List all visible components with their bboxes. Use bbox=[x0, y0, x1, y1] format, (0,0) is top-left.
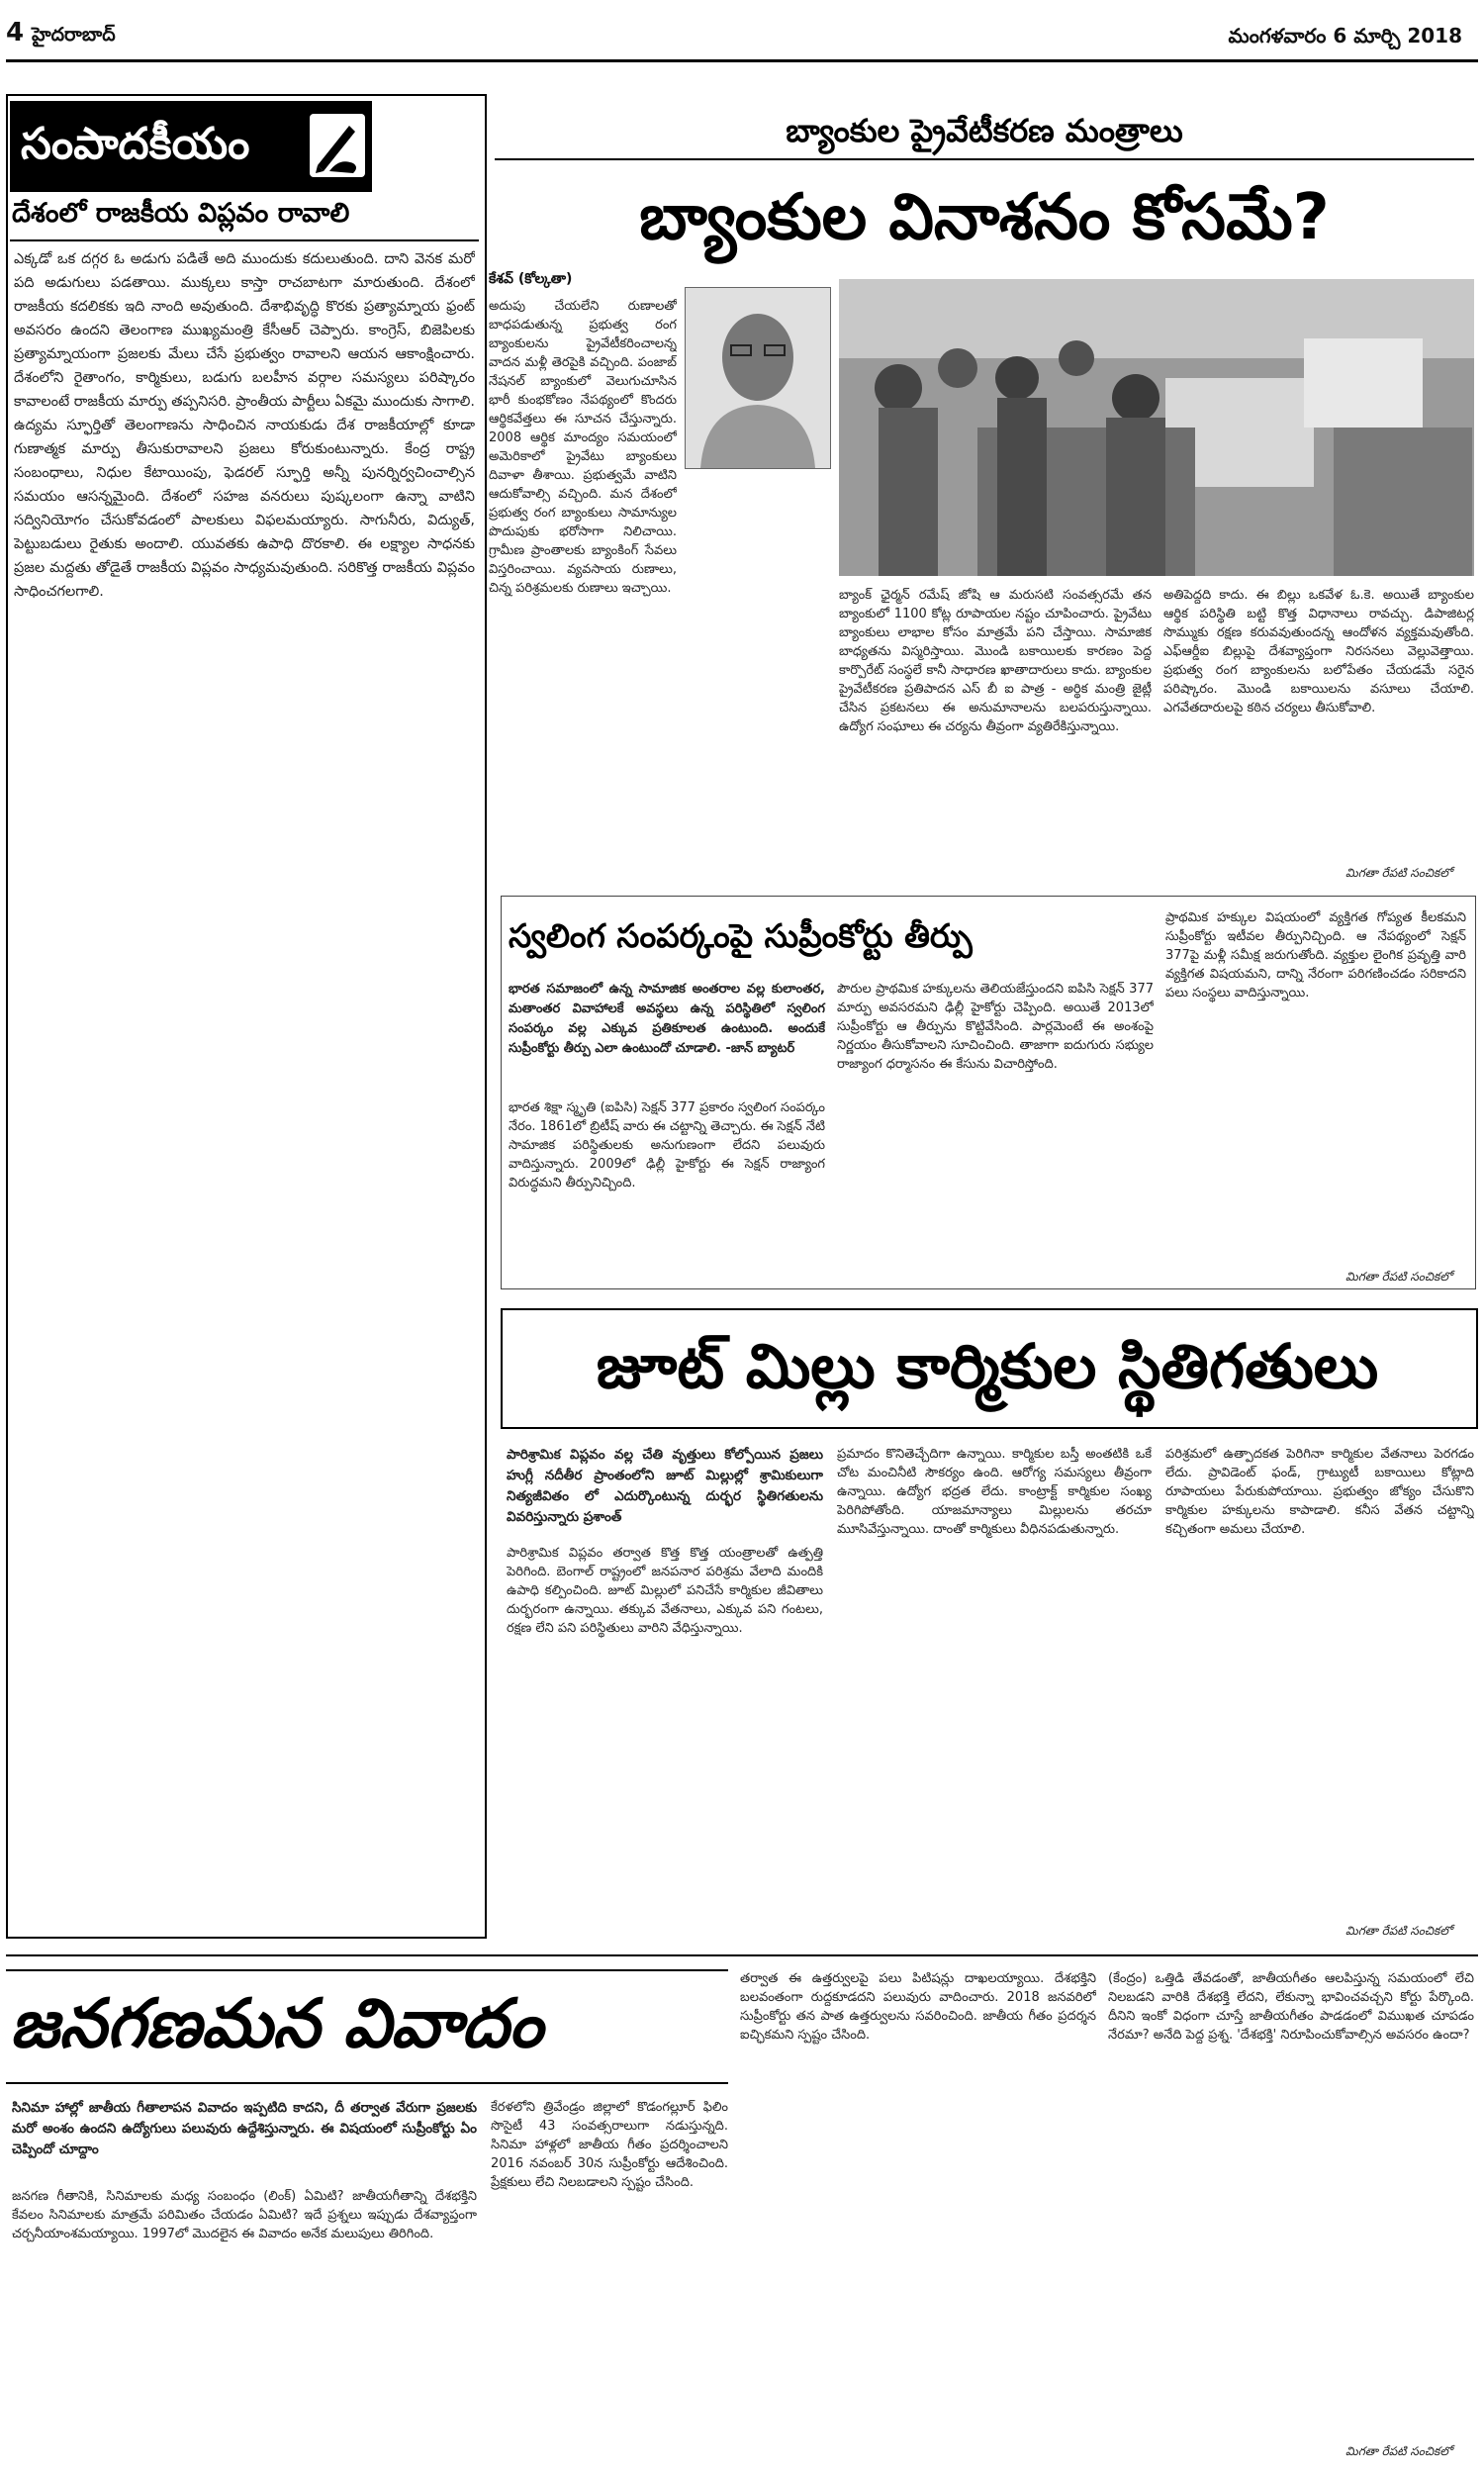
banks-body-col2: బ్యాంక్ ఛైర్మన్ రమేష్ జోషి ఆ మరుసటి సంవత్సరమే తన బ్యాంకులో 1100 కోట్ల రూపాయల నష్టం చూపించారు. ప్రైవేటు బ్యాంకులు లాభాల కోసం మాత్రమే పని చేస్తాయి. సామాజిక బాధ్యతను విస్మరిస్తాయి. మొండి బకాయిలకు కారణం పెద్ద కార్పొరేట్ సంస్థలే కానీ సాధారణ ఖాతాదారులు కాదు. బ్యాంకుల ప్రైవేటీకరణ ప్రతిపాదన ఎస్ బీ ఐ పాత్ర - అర్థిక మంత్రి జైట్లీ చేసిన ప్రకటనలు ఈ అనుమానాలను బలపరుస్తున్నాయి. ఉద్యోగ సంఘాలు ఈ చర్యను తీవ్రంగా వ్యతిరేకిస్తున్నాయి. bbox=[839, 588, 1152, 734]
banks-byline: కేశవ్ (కోల్కతా) bbox=[489, 271, 573, 287]
banks-body-col3: అతిపెద్దది కాదు. ఈ బిల్లు ఒకవేళ ఓ.కె. అయితే బ్యాంకుల ఆర్థిక పరిస్థితి బట్టి కొత్త విధానాలు రావచ్చు. డిపాజిటర్ల సొమ్ముకు రక్షణ కరువవుతుందన్న ఆందోళన వ్యక్తమవుతోంది. ఎఫ్ఆర్డీఐ బిల్లుపై దేశవ్యాప్తంగా నిరసనలు వెల్లువెత్తాయి. ప్రభుత్వ రంగ బ్యాంకులను బలోపేతం చేయడమే సరైన పరిష్కారం. మొండి బకాయిలను వసూలు చేయాలి. ఎగవేతదారులపై కఠిన చర్యలు తీసుకోవాలి. bbox=[1163, 588, 1474, 715]
jute-continued-note: మిగతా రేపటి సంచికలో bbox=[1345, 1924, 1452, 1938]
jute-body-col1: పారిశ్రామిక విప్లవం తర్వాత కొత్త కొత్త యంత్రాలతో ఉత్పత్తి పెరిగింది. బెంగాల్ రాష్ట్రంలో జనపనార పరిశ్రమ వేలాది మందికి ఉపాధి కల్పించింది. జూట్ మిల్లులో పనిచేసే కార్మికుల జీవితాలు దుర్భరంగా ఉన్నాయి. తక్కువ వేతనాలు, ఎక్కువ పని గంటలు, రక్షణ లేని పని పరిస్థితులు వారిని వేధిస్తున్నాయి. bbox=[507, 1546, 823, 1636]
anthem-body-col1: జనగణ గీతానికి, సినిమాలకు మధ్య సంబంధం (లింక్) ఏమిటి? జాతీయగీతాన్ని దేశభక్తిని కేవలం సినిమాలకు మాత్రమే పరిమితం చేయడం ఏమిటి? ఇదే ప్రశ్నలు ఇప్పుడు దేశవ్యాప్తంగా చర్చనీయాంశమయ్యాయి. 1997లో మొదలైన ఈ వివాదం అనేక మలుపులు తిరిగింది. bbox=[12, 2189, 477, 2241]
court-body-col3: ప్రాథమిక హక్కుల విషయంలో వ్యక్తిగత గోప్యత కీలకమని సుప్రీంకోర్టు ఇటీవల తీర్పునిచ్చింది. ఆ నేపథ్యంలో సెక్షన్ 377పై మళ్లీ సమీక్ష జరుగుతోంది. వ్యక్తుల లైంగిక ప్రవృత్తి వారి వ్యక్తిగత విషయమని, దాన్ని నేరంగా పరిగణించడం సరికాదని పలు సంస్థలు వాదిస్తున్నాయి. bbox=[1165, 910, 1466, 1000]
pen-hand-icon bbox=[310, 114, 365, 177]
anthem-lead: సినిమా హాల్లో జాతీయ గీతాలాపన వివాదం ఇప్పటిది కాదని, దీ తర్వాత వేరుగా ప్రజలకు మరో అంశం ఉందని ఉద్యోగులు పలువురు ఉద్దేశిస్తున్నారు. ఈ విషయంలో సుప్రీంకోర్టు ఏం చెప్పిందో చూద్దాం bbox=[12, 2100, 477, 2157]
court-body-col1: భారత శిక్షా స్మృతి (ఐపిసి) సెక్షన్ 377 ప్రకారం స్వలింగ సంపర్కం నేరం. 1861లో బ్రిటీష్ వారు ఈ చట్టాన్ని తెచ్చారు. ఈ సెక్షన్ నేటి సామాజిక పరిస్థితులకు అనుగుణంగా లేదని పలువురు వాదిస్తున్నారు. 2009లో ఢిల్లీ హైకోర్టు ఈ సెక్షన్ రాజ్యాంగ విరుద్ధమని తీర్పునిచ్చింది. bbox=[509, 1100, 825, 1190]
bottom-section-rule bbox=[6, 1954, 1478, 1956]
editorial-rule bbox=[10, 239, 479, 241]
banks-kicker-rule bbox=[495, 158, 1474, 160]
bank-hall-photo bbox=[839, 279, 1474, 576]
court-continued-note: మిగతా రేపటి సంచికలో bbox=[1345, 1270, 1452, 1284]
editorial-section-title: సంపాదకీయం bbox=[21, 119, 250, 169]
jute-body-col2: ప్రమాదం కొనితెచ్చేదిగా ఉన్నాయి. కార్మికుల బస్తీ అంతటికి ఒకే చోట మంచినీటి సౌకర్యం ఉంది. ఆరోగ్య సమస్యలు తీవ్రంగా ఉన్నాయి. ఉద్యోగ భద్రత లేదు. కాంట్రాక్ట్ కార్మికుల సంఖ్య పెరిగిపోతోంది. యాజమాన్యాలు మిల్లులను తరచూ మూసివేస్తున్నాయి. దాంతో కార్మికులు వీధినపడుతున్నారు. bbox=[837, 1447, 1152, 1537]
jute-headline: జూట్ మిల్లు కార్మికుల స్థితిగతులు bbox=[596, 1330, 1379, 1402]
issue-date: మంగళవారం 6 మార్చి 2018 bbox=[1228, 24, 1462, 48]
page-header bbox=[0, 0, 1484, 65]
author-portrait-photo bbox=[685, 287, 831, 469]
anthem-body-col4: (కేంద్రం) ఒత్తిడి తేవడంతో, జాతీయగీతం ఆలపిస్తున్న సమయంలో లేచి నిలబడని వారికి దేశభక్తి లేదని, లేకున్నా భావించవచ్చని కోర్టు పేర్కొంది. దీనిని ఇంకో విధంగా చూస్తే జాతీయగీతం పాడడంలో విముఖత చూపడం నేరమా? అనేది పెద్ద ప్రశ్న. 'దేశభక్తి' నిరూపించుకోవాల్సిన అవసరం ఉందా? bbox=[1108, 1971, 1474, 2043]
jute-lead: పారిశ్రామిక విప్లవం వల్ల చేతి వృత్తులు కోల్పోయిన ప్రజలు హుగ్లీ నదీతీర ప్రాంతంలోని జూట్ మిల్లుల్లో శ్రామికులుగా నిత్యజీవితం లో ఎదుర్కొంటున్న దుర్భర స్థితిగతులను వివరిస్తున్నారు ప్రశాంత్ bbox=[507, 1447, 823, 1525]
header-rule bbox=[6, 59, 1478, 62]
anthem-headline: జనగణమన వివాదం bbox=[10, 1985, 543, 2063]
editorial-headline: దేశంలో రాజకీయ విప్లవం రావాలి bbox=[12, 198, 350, 229]
anthem-body-col2: కేరళలోని త్రివేండ్రం జిల్లాలో కొడంగల్లూర్ ఫిలిం సొసైటీ 43 సంవత్సరాలుగా నడుస్తున్నది. సినిమా హాళ్లలో జాతీయ గీతం ప్రదర్శించాలని 2016 నవంబర్ 30న సుప్రీంకోర్టు ఆదేశించింది. ప్రేక్షకులు లేచి నిలబడాలని స్పష్టం చేసింది. bbox=[491, 2100, 728, 2190]
anthem-body-col3: తర్వాత ఈ ఉత్తర్వులపై పలు పిటిషన్లు దాఖలయ్యాయి. దేశభక్తిని బలవంతంగా రుద్దకూడదని పలువురు వాదించారు. 2018 జనవరిలో సుప్రీంకోర్టు తన పాత ఉత్తర్వులను సవరించింది. జాతీయ గీతం ప్రదర్శన ఐచ్ఛికమని స్పష్టం చేసింది. bbox=[740, 1971, 1096, 2043]
editorial-section-banner bbox=[10, 101, 372, 192]
banks-continued-note: మిగతా రేపటి సంచికలో bbox=[1345, 866, 1452, 880]
court-headline: స్వలింగ సంపర్కంపై సుప్రీంకోర్టు తీర్పు bbox=[509, 916, 973, 955]
banks-kicker: బ్యాంకుల ప్రైవేటీకరణ మంత్రాలు bbox=[786, 112, 1183, 149]
editorial-body: ఎక్కడో ఒక దగ్గర ఓ అడుగు పడితే అది ముందుకు కదులుతుంది. దాని వెనక మరో పది అడుగులు పడతాయి. ముక్కలు కాస్తా రాచబాటగా మారుతుంది. దేశంలో రాజకీయ కదలికకు ఇది నాంది అవుతుంది. దేశాభివృద్ధి కొరకు ప్రత్యామ్నాయ ఫ్రంట్ అవసరం ఉందని తెలంగాణ ముఖ్యమంత్రి కేసీఆర్ చెప్పారు. కాంగ్రెస్, బిజెపిలకు ప్రత్యామ్నాయంగా ప్రజలకు మేలు చేసే ప్రభుత్వం రావాలని ఆయన ఆకాంక్షించారు. దేశంలోని రైతాంగం, కార్మికులు, బడుగు బలహీన వర్గాల సమస్యలు పరిష్కారం కావాలంటే రాజకీయ మార్పు తప్పనిసరి. ప్రాంతీయ పార్టీలు ఏకమై ముందుకు సాగాలి. ఉద్యమ స్ఫూర్తితో తెలంగాణను సాధించిన నాయకుడు దేశ రాజకీయాల్లో కూడా గుణాత్మక మార్పు తీసుకురావాలని ప్రజలు కోరుకుంటున్నారు. కేంద్ర రాష్ట్ర సంబంధాలు, నిధుల కేటాయింపు, ఫెడరల్ స్ఫూర్తి అన్నీ పునర్నిర్వచించాల్సిన సమయం ఆసన్నమైంది. దేశంలో సహజ వనరులు పుష్కలంగా ఉన్నా వాటిని సద్వినియోగం చేసుకోవడంలో పాలకులు విఫలమయ్యారు. సాగునీరు, విద్యుత్, పెట్టుబడులు రైతుకు అందాలి. యువతకు ఉపాధి దొరకాలి. ఈ లక్ష్యాల సాధనకు ప్రజల మద్దతు తోడైతే రాజకీయ విప్లవం సాధ్యమవుతుంది. సరికొత్త రాజకీయ విప్లవం సాధించగలగాలి. bbox=[14, 251, 475, 600]
banks-body-col1: అదుపు చేయలేని రుణాలతో బాధపడుతున్న ప్రభుత్వ రంగ బ్యాంకులను ప్రైవేటీకరించాలన్న వాదన మళ్లీ తెరపైకి వచ్చింది. పంజాబ్ నేషనల్ బ్యాంకులో వెలుగుచూసిన భారీ కుంభకోణం నేపథ్యంలో కొందరు ఆర్థికవేత్తలు ఈ సూచన చేస్తున్నారు. 2008 ఆర్థిక మాంద్యం సమయంలో అమెరికాలో ప్రైవేటు బ్యాంకులు దివాళా తీశాయి. ప్రభుత్వమే వాటిని ఆదుకోవాల్సి వచ్చింది. మన దేశంలో ప్రభుత్వ రంగ బ్యాంకులు సామాన్యుల పొదుపుకు భరోసాగా నిలిచాయి. గ్రామీణ ప్రాంతాలకు బ్యాంకింగ్ సేవలు విస్తరించాయి. వ్యవసాయ రుణాలు, చిన్న పరిశ్రమలకు రుణాలు ఇచ్చాయి. bbox=[489, 299, 677, 596]
jute-body-col3: పరిశ్రమలో ఉత్పాదకత పెరిగినా కార్మికుల వేతనాలు పెరగడం లేదు. ప్రావిడెంట్ ఫండ్, గ్రాట్యుటీ బకాయిలు కోట్లాది రూపాయలు పేరుకుపోయాయి. ప్రభుత్వం జోక్యం చేసుకొని కార్మికుల హక్కులను కాపాడాలి. కనీస వేతన చట్టాన్ని కచ్చితంగా అమలు చేయాలి. bbox=[1165, 1447, 1474, 1537]
page-number: 4 bbox=[6, 18, 25, 48]
banks-headline: బ్యాంకుల వినాశనం కోసమే? bbox=[639, 181, 1330, 254]
anthem-continued-note: మిగతా రేపటి సంచికలో bbox=[1345, 2444, 1452, 2458]
court-body-col2: పౌరుల ప్రాథమిక హక్కులను తెలియజేస్తుందని ఐపిసి సెక్షన్ 377 మార్పు అవసరమని ఢిల్లీ హైకోర్టు చెప్పింది. అయితే 2013లో సుప్రీంకోర్టు ఆ తీర్పును కొట్టివేసింది. పార్లమెంటే ఈ అంశంపై నిర్ణయం తీసుకోవాలని సూచించింది. తాజాగా ఐదుగురు సభ్యుల రాజ్యాంగ ధర్మాసనం ఈ కేసును విచారిస్తోంది. bbox=[837, 982, 1154, 1072]
court-lead: భారత సమాజంలో ఉన్న సామాజిక అంతరాల వల్ల కులాంతర, మతాంతర వివాహాలకే అవస్థలు ఉన్న పరిస్థితిలో స్వలింగ సంపర్కం వల్ల ఎక్కువ ప్రతికూలత ఉంటుంది. అందుకే సుప్రీంకోర్టు తీర్పు ఎలా ఉంటుందో చూడాలి. -జాన్ బ్యాటర్ bbox=[509, 982, 825, 1056]
city-name: హైదరాబాద్ bbox=[32, 24, 116, 46]
